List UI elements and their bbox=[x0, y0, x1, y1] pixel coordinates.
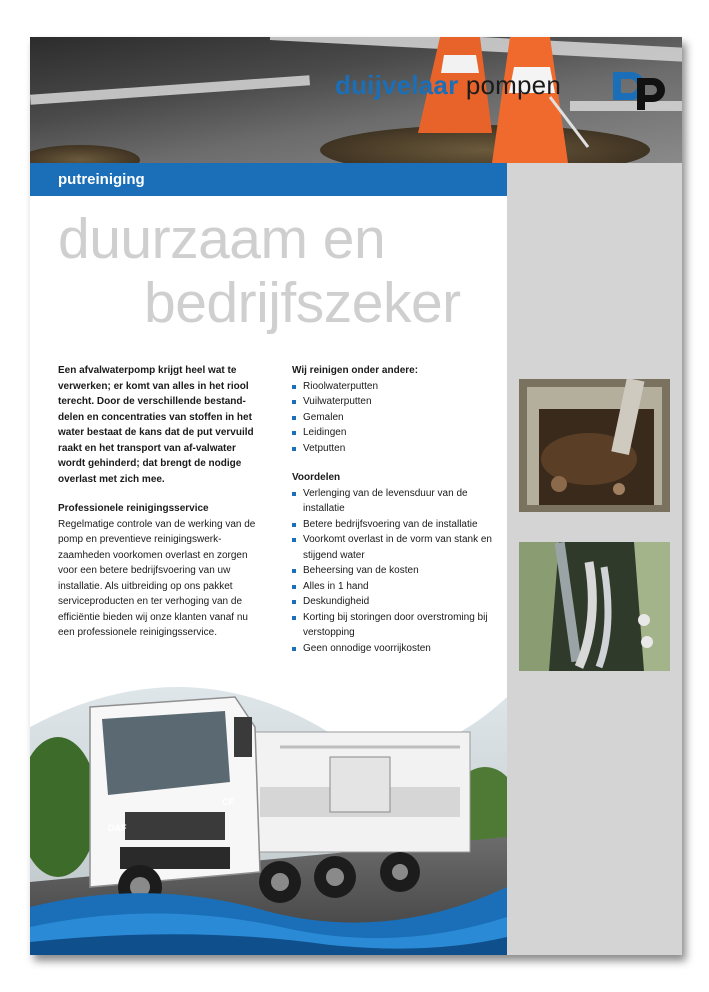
sewer-pipes-photo bbox=[519, 542, 670, 671]
benefits-list bbox=[292, 486, 497, 657]
header-photo bbox=[30, 37, 682, 163]
brochure-page bbox=[30, 37, 682, 955]
company-logo bbox=[335, 66, 682, 112]
list-item: Geen onnodige voorrijkosten bbox=[292, 641, 497, 657]
list-item: Alles in 1 hand bbox=[292, 579, 497, 595]
list-item: Korting bij storingen door overstroming bij verstopping bbox=[292, 610, 497, 641]
drain-pit-photo bbox=[519, 379, 670, 512]
intro-paragraph: Een afvalwaterpomp krijgt heel wat te verwerken; er komt van alles in het riool terecht. Door de verschillende bestand-delen en concentraties van stoffen in het water bestaat de kans dat de put vervuild raakt en het transport van af-valwater wordt gehinderd; dat brengt de nodige overlast met zich mee. bbox=[58, 365, 254, 485]
list-item: Rioolwaterputten bbox=[292, 379, 497, 395]
cleaning-list bbox=[292, 379, 497, 457]
headline-line-2: bedrijfszeker bbox=[144, 271, 461, 335]
dp-logo-mark-icon bbox=[609, 66, 665, 110]
truck-photo bbox=[30, 637, 507, 955]
headline-line-1: duurzaam en bbox=[58, 207, 386, 271]
logo-word-duijvelaar: duijvelaar bbox=[335, 70, 459, 100]
truck-badge: DAF bbox=[108, 823, 127, 833]
road-marking bbox=[30, 75, 310, 105]
truck-model-label: CF bbox=[222, 797, 234, 807]
list-item: Vetputten bbox=[292, 441, 497, 457]
list-item: Betere bedrijfsvoering van de installatie bbox=[292, 517, 497, 533]
list-item: Verlenging van de levensduur van de installatie bbox=[292, 486, 497, 517]
right-text-column bbox=[292, 363, 497, 656]
benefits-heading: Voordelen bbox=[292, 472, 341, 483]
list-item: Deskundigheid bbox=[292, 594, 497, 610]
service-heading: Professionele reinigingsservice bbox=[58, 503, 209, 514]
list-item: Voorkomt overlast in de vorm van stank en stijgend water bbox=[292, 532, 497, 563]
left-text-column bbox=[58, 363, 263, 641]
list-item: Leidingen bbox=[292, 425, 497, 441]
category-label: putreiniging bbox=[58, 171, 145, 188]
manhole-cover bbox=[30, 145, 140, 163]
category-bar bbox=[30, 163, 507, 196]
cleaning-heading: Wij reinigen onder andere: bbox=[292, 365, 419, 376]
service-paragraph: Regelmatige controle van de werking van de pomp en preventieve reinigingswerk-zaamheden voorkomen overlast en zorgen voor een betere bedrijfsvoering van uw installatie. Als uitbreiding op ons pakket serviceproducten en ter verhoging van de efficiëntie bieden wij onze klanten vanaf nu een professionele reinigingsservice. bbox=[58, 518, 256, 638]
list-item: Gemalen bbox=[292, 410, 497, 426]
logo-word-pompen: pompen bbox=[465, 70, 562, 100]
list-item: Beheersing van de kosten bbox=[292, 563, 497, 579]
list-item: Vuilwaterputten bbox=[292, 394, 497, 410]
